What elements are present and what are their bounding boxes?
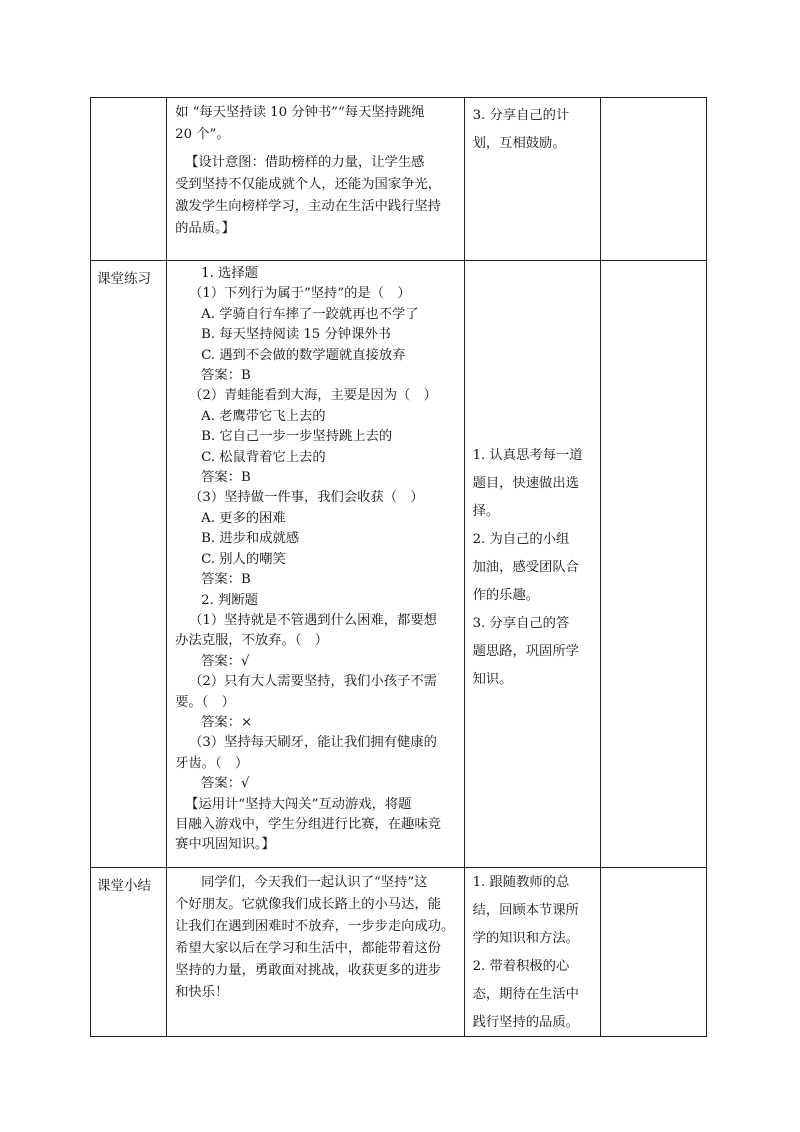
student-line: 作的乐趣。 (472, 588, 540, 603)
student-line: 择。 (472, 504, 500, 519)
content-cell (167, 261, 464, 868)
content-line: A. 老鹰带它飞上去的 (201, 408, 326, 424)
student-line: 学的知识和方法。 (472, 931, 579, 946)
content-line: 【运用计“坚持大闯关”互动游戏，将题 (185, 796, 412, 812)
content-line: （3）坚持做一件事，我们会收获（ ） (189, 490, 424, 506)
content-line: C. 遇到不会做的数学题就直接放弃 (201, 347, 406, 363)
content-line: （2）只有大人需要坚持，我们小孩子不需 (189, 674, 437, 690)
section-label: 课堂练习 (91, 261, 167, 868)
content-line: C. 松鼠背着它上去的 (201, 449, 326, 465)
student-line: 1. 认真思考每一道 (472, 448, 583, 463)
content-line: 2. 判断题 (201, 592, 258, 608)
content-line: 目融入游戏中，学生分组进行比赛，在趣味竞 (175, 816, 442, 832)
student-line: 加油，感受团队合 (472, 560, 579, 575)
student-line: 结，回顾本节课所 (472, 903, 579, 918)
content-line: 同学们，今天我们一起认识了“坚持”这 (201, 875, 428, 890)
content-line: 个好朋友。它就像我们成长路上的小马达，能 (175, 897, 442, 912)
content-line: 要。（ ） (175, 694, 235, 710)
content-line: A. 学骑自行车摔了一跤就再也不学了 (201, 306, 419, 322)
student-line: 题思路，巩固所学 (472, 644, 579, 659)
content-line: 【设计意图：借助榜样的力量，让学生感 (185, 155, 425, 170)
student-line: 1. 跟随教师的总 (472, 875, 570, 890)
content-line: （1）坚持就是不管遇到什么困难，都要想 (189, 612, 437, 628)
student-line: 态，期待在生活中 (472, 987, 579, 1002)
table-row-practice (91, 261, 707, 868)
content-cell (167, 868, 464, 1037)
content-line: 答案：√ (201, 653, 250, 669)
notes-cell (600, 868, 706, 1037)
content-line: 受到坚持不仅能成就个人，还能为国家争光， (175, 177, 442, 192)
student-line: 划，互相鼓励。 (472, 136, 566, 151)
student-activity-cell (464, 261, 600, 868)
content-line: B. 它自己一步一步坚持跳上去的 (201, 429, 393, 445)
content-line: 答案：B (201, 470, 251, 486)
content-line: 的品质。】 (175, 221, 235, 236)
content-line: 办法克服，不放弃。（ ） (175, 633, 329, 649)
content-line: 和快乐！ (175, 985, 229, 1000)
student-line: 知识。 (472, 672, 513, 687)
student-line: 2. 为自己的小组 (472, 532, 570, 547)
content-line: 1. 选择题 (201, 266, 258, 281)
content-line: B. 每天坚持阅读 15 分钟课外书 (201, 327, 391, 343)
student-line: 2. 带着积极的心 (472, 959, 570, 974)
content-line: 答案：B (201, 572, 251, 588)
content-line: 答案：B (201, 368, 251, 384)
content-line: 坚持的力量，勇敢面对挑战，收获更多的进步 (175, 963, 442, 978)
student-line: 3. 分享自己的答 (472, 616, 570, 631)
student-line: 3. 分享自己的计 (472, 108, 570, 123)
student-activity-cell (464, 98, 600, 261)
notes-cell (600, 261, 706, 868)
table-row-summary (91, 868, 707, 1037)
lesson-plan-table (90, 97, 707, 1037)
content-line: 如 “每天坚持读 10 分钟书”“每天坚持跳绳 (175, 105, 425, 120)
content-line: B. 进步和成就感 (201, 531, 300, 547)
content-cell (167, 98, 464, 261)
content-line: A. 更多的困难 (201, 510, 286, 526)
content-line: 20 个”。 (175, 127, 230, 142)
section-label: 课堂小结 (91, 868, 167, 1037)
content-line: （3）坚持每天刷牙，能让我们拥有健康的 (189, 735, 437, 751)
content-line: （2）青蛙能看到大海，主要是因为（ ） (189, 388, 437, 404)
section-label-cell (91, 98, 167, 261)
content-line: （1）下列行为属于“坚持”的是（ ） (189, 286, 411, 302)
content-line: C. 别人的嘲笑 (201, 551, 286, 567)
table-row-continuation (91, 98, 707, 261)
content-line: 答案：√ (201, 776, 250, 792)
content-line: 答案：× (201, 714, 253, 730)
content-line: 激发学生向榜样学习，主动在生活中践行坚持 (175, 199, 442, 214)
content-line: 让我们在遇到困难时不放弃，一步步走向成功。 (175, 919, 455, 934)
student-line: 题目，快速做出选 (472, 476, 579, 491)
content-line: 牙齿。（ ） (175, 755, 249, 771)
content-line: 赛中巩固知识。】 (175, 837, 275, 853)
student-activity-cell (464, 868, 600, 1037)
notes-cell (600, 98, 706, 261)
student-line: 践行坚持的品质。 (472, 1015, 579, 1030)
content-line: 希望大家以后在学习和生活中，都能带着这份 (175, 941, 442, 956)
